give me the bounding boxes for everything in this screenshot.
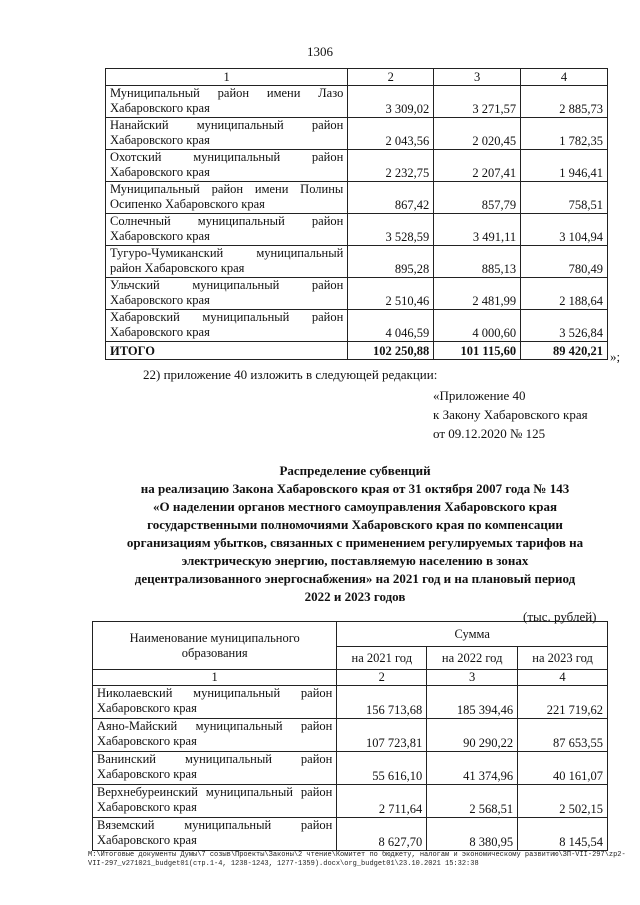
column-number: 1 [106, 69, 348, 86]
amendment-text: 22) приложение 40 изложить в следующей редакции: [143, 367, 438, 382]
table-row [93, 752, 608, 785]
value-cell: 4 000,60 [434, 310, 521, 342]
table-row [106, 86, 608, 118]
value-cell: 780,49 [521, 246, 608, 278]
total-value: 101 115,60 [434, 342, 521, 360]
title-line: государственными полномочиями Хабаровского края по компенсации [147, 517, 563, 532]
table-row [106, 310, 608, 342]
value-cell: 758,51 [521, 182, 608, 214]
value-cell: 87 653,55 [518, 719, 608, 752]
value-cell: 2 711,64 [337, 785, 427, 818]
municipality-name: Хабаровский муниципальный район Хабаровского края [106, 310, 348, 342]
table-row [106, 150, 608, 182]
municipality-name: Николаевский муниципальный район Хабаровского края [93, 686, 337, 719]
municipality-name: Вяземский муниципальный район Хабаровского края [93, 818, 337, 851]
value-cell: 185 394,46 [427, 686, 518, 719]
value-cell: 3 528,59 [348, 214, 434, 246]
document-title [95, 462, 615, 606]
total-value: 102 250,88 [348, 342, 434, 360]
municipality-name: Муниципальный район имени Лазо Хабаровского края [106, 86, 348, 118]
column-number: 1 [93, 670, 337, 686]
year-header: на 2021 год [337, 647, 427, 670]
table-row [106, 214, 608, 246]
value-cell: 2 510,46 [348, 278, 434, 310]
municipality-name: Охотский муниципальный район Хабаровского края [106, 150, 348, 182]
header-row [93, 622, 608, 647]
total-row [106, 342, 608, 360]
municipality-name: Верхнебуреинский муниципальный район Хабаровского края [93, 785, 337, 818]
value-cell: 40 161,07 [518, 752, 608, 785]
value-cell: 885,13 [434, 246, 521, 278]
value-cell: 1 782,35 [521, 118, 608, 150]
table-row [93, 818, 608, 851]
municipality-name: Аяно-Майский муниципальный район Хабаровского края [93, 719, 337, 752]
year-header: на 2022 год [427, 647, 518, 670]
title-line: Распределение субвенций [279, 463, 431, 478]
value-cell: 3 491,11 [434, 214, 521, 246]
value-cell: 2 188,64 [521, 278, 608, 310]
value-cell: 3 309,02 [348, 86, 434, 118]
table-row [93, 785, 608, 818]
value-cell: 8 145,54 [518, 818, 608, 851]
column-number: 4 [521, 69, 608, 86]
municipality-name: Муниципальный район имени Полины Осипенко Хабаровского края [106, 182, 348, 214]
subsidy-table-continued [105, 68, 608, 360]
value-cell: 2 020,45 [434, 118, 521, 150]
value-cell: 8 627,70 [337, 818, 427, 851]
year-header: на 2023 год [518, 647, 608, 670]
name-column-header: Наименование муниципального образования [93, 622, 337, 670]
table-row [106, 182, 608, 214]
title-line: 2022 и 2023 годов [304, 589, 406, 604]
column-number: 2 [348, 69, 434, 86]
municipality-name: Ульчский муниципальный район Хабаровского края [106, 278, 348, 310]
title-line: организациям убытков, связанных с применением регулируемых тарифов на [126, 535, 584, 550]
appendix-line: к Закону Хабаровского края [433, 407, 588, 422]
units-label: (тыс. рублей) [523, 609, 597, 624]
title-line: электрическую энергию, поставляемую населению в зонах [181, 553, 529, 568]
column-number-row [93, 670, 608, 686]
value-cell: 3 271,57 [434, 86, 521, 118]
table-row [106, 118, 608, 150]
value-cell: 2 568,51 [427, 785, 518, 818]
table-row [93, 719, 608, 752]
value-cell: 55 616,10 [337, 752, 427, 785]
value-cell: 2 232,75 [348, 150, 434, 182]
sum-header: Сумма [337, 622, 608, 647]
value-cell: 107 723,81 [337, 719, 427, 752]
value-cell: 2 043,56 [348, 118, 434, 150]
column-number: 2 [337, 670, 427, 686]
municipality-name: Нанайский муниципальный район Хабаровского края [106, 118, 348, 150]
value-cell: 1 946,41 [521, 150, 608, 182]
value-cell: 3 104,94 [521, 214, 608, 246]
appendix-line: от 09.12.2020 № 125 [433, 426, 546, 441]
column-number: 3 [434, 69, 521, 86]
column-number: 4 [518, 670, 608, 686]
value-cell: 8 380,95 [427, 818, 518, 851]
value-cell: 867,42 [348, 182, 434, 214]
value-cell: 3 526,84 [521, 310, 608, 342]
value-cell: 41 374,96 [427, 752, 518, 785]
page-number: 1306 [307, 44, 333, 59]
value-cell: 156 713,68 [337, 686, 427, 719]
appendix-line: «Приложение 40 [433, 388, 526, 403]
table-row [106, 246, 608, 278]
value-cell: 2 481,99 [434, 278, 521, 310]
file-path-footer: M:\Итоговые документы Думы\7 созыв\Проекты\Законы\2 чтение\Комитет по бюджету, налогам и экономическому развитию\ЗП-VII-297\zp2-VII-297_v271021_budget01(стр.1-4, 1238-1243, 1277-1359).docx\org_budget01\23.10.2021 15:32:38 [88, 851, 626, 868]
subsidy-distribution-table [92, 621, 608, 851]
total-label: ИТОГО [106, 342, 348, 360]
value-cell: 90 290,22 [427, 719, 518, 752]
table-row [106, 278, 608, 310]
title-line: децентрализованного энергоснабжения» на 2021 год и на плановый период [134, 571, 576, 586]
municipality-name: Ванинский муниципальный район Хабаровского края [93, 752, 337, 785]
value-cell: 2 885,73 [521, 86, 608, 118]
appendix-reference [433, 386, 588, 443]
total-value: 89 420,21 [521, 342, 608, 360]
value-cell: 221 719,62 [518, 686, 608, 719]
title-line: «О наделении органов местного самоуправления Хабаровского края [153, 499, 557, 514]
column-number-row [106, 69, 608, 86]
municipality-name: Солнечный муниципальный район Хабаровского края [106, 214, 348, 246]
value-cell: 2 207,41 [434, 150, 521, 182]
column-number: 3 [427, 670, 518, 686]
title-line: на реализацию Закона Хабаровского края от 31 октября 2007 года № 143 [140, 481, 570, 496]
municipality-name: Тугуро-Чумиканский муниципальный район Хабаровского края [106, 246, 348, 278]
value-cell: 857,79 [434, 182, 521, 214]
value-cell: 895,28 [348, 246, 434, 278]
table-row [93, 686, 608, 719]
closing-quote: »; [610, 349, 621, 364]
value-cell: 2 502,15 [518, 785, 608, 818]
value-cell: 4 046,59 [348, 310, 434, 342]
